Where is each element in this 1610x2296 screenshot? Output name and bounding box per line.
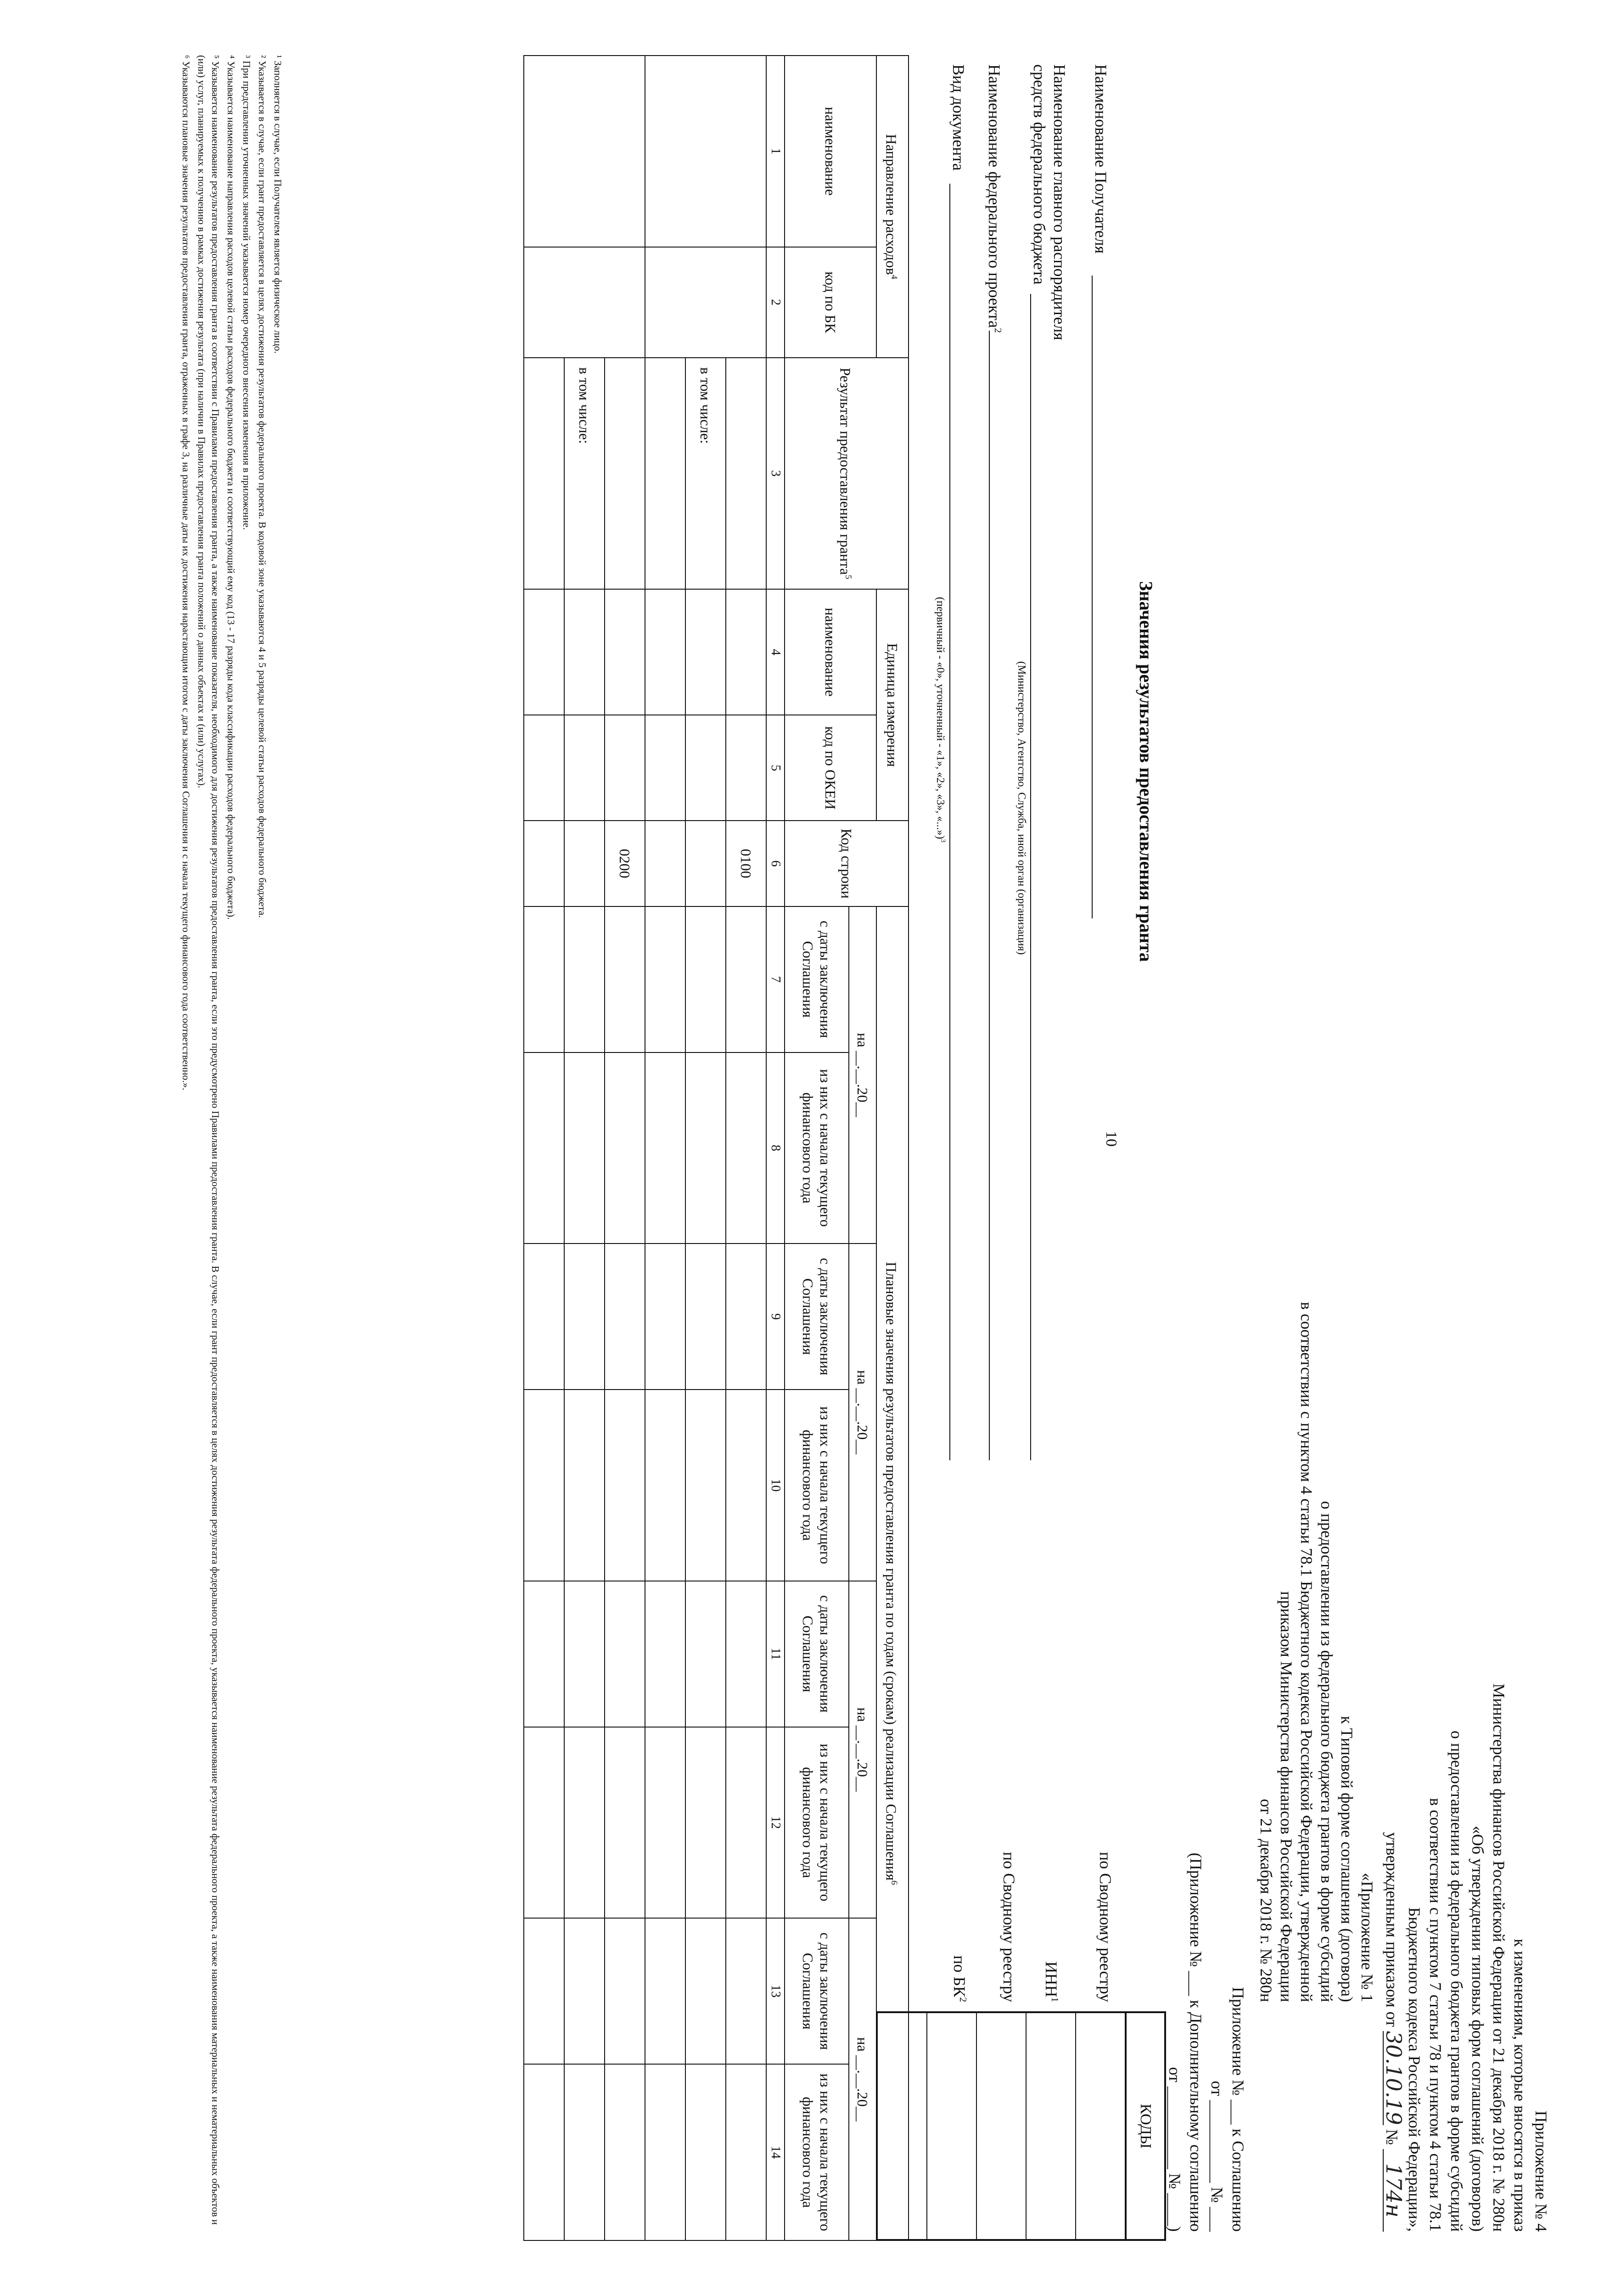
col-planned-text: Плановые значения результатов предоставления гранта по годам (срокам) реализации Соглашения (883, 1261, 900, 1881)
cell[interactable] (645, 906, 685, 1052)
cell-result[interactable] (726, 358, 766, 589)
header-line-4: о предоставлении из федерального бюджета грантов в форме субсидий (1447, 1730, 1466, 2232)
cell[interactable] (524, 1918, 564, 2064)
cell[interactable] (605, 1581, 645, 1727)
column-numbers-row (766, 56, 785, 2240)
cell[interactable] (685, 1052, 726, 1244)
col-from-date-3: с даты заключения Соглашения (785, 1581, 849, 1727)
cell[interactable] (685, 1581, 726, 1727)
code-cell-bk[interactable] (927, 2012, 976, 2240)
label-inn-text: ИНН (1042, 1961, 1060, 1998)
table-row (524, 56, 564, 2240)
cell[interactable] (605, 1727, 645, 1919)
colnum-1: 1 (766, 56, 785, 247)
table-row (605, 56, 645, 2240)
col-dir-code: код по БК (785, 247, 876, 358)
cell[interactable] (726, 715, 766, 821)
col-from-year-2: из них с начала текущего финансового года (785, 1390, 849, 1581)
gr-field[interactable] (1030, 294, 1031, 1460)
ministry-hint: (Министерство, Агентство, Служба, иной орган (организация) (1015, 661, 1027, 955)
col-unit: Единица измерения (876, 589, 909, 821)
cell[interactable] (524, 1390, 564, 1581)
rotated-form (46, 37, 1570, 2259)
cell[interactable] (605, 1918, 645, 2064)
footnotes (177, 55, 285, 2241)
sub-appendix-title: «Приложение № 1 (1358, 1873, 1376, 2002)
footnote-6: ⁶ Указываются плановые значения результатов предоставления гранта, отраженных в графе 3, на различные даты их достижения нарастающим итогом с даты заключения Соглашения и с начала текущего финансового года соответственно.». (180, 55, 192, 1091)
col-from-year-1: из них с начала текущего финансового года (785, 1052, 849, 1244)
cell-result[interactable] (645, 358, 685, 589)
col-from-date-2: с даты заключения Соглашения (785, 1244, 849, 1390)
label-bk-text: по БК (950, 1955, 969, 1998)
code-cell-svod1[interactable] (1076, 2012, 1126, 2240)
cell[interactable] (726, 589, 766, 715)
label-svod2: по Сводному реестру (1000, 1851, 1018, 2002)
cell[interactable] (685, 2064, 726, 2240)
cell[interactable] (645, 2064, 685, 2240)
col-from-date-4: с даты заключения Соглашения (785, 1918, 849, 2064)
cell[interactable] (524, 1244, 564, 1390)
page-title: Значения результатов предоставления гранта (1136, 581, 1156, 962)
cell-result[interactable] (605, 358, 645, 589)
cell-row-code: 0200 (605, 821, 645, 906)
add-agreement-date-line: от __________ № ____) (1166, 2067, 1184, 2232)
agreement-block (1164, 1853, 1249, 2232)
number-sign: № (1383, 2129, 1401, 2145)
doc-type-hint (934, 597, 947, 843)
cell[interactable] (685, 589, 726, 715)
col-from-date-1: с даты заключения Соглашения (785, 906, 849, 1052)
colnum-9: 9 (766, 1244, 785, 1390)
cell-row-code (685, 821, 726, 906)
cell[interactable] (645, 1581, 685, 1727)
add-agreement-line: (Приложение № ___ к Дополнительному соглашению (1187, 1852, 1205, 2232)
cell[interactable] (645, 1918, 685, 2064)
cell-row-code (524, 821, 564, 906)
col-result-sup: 5 (843, 574, 853, 580)
colnum-5: 5 (766, 715, 785, 821)
col-direction-text: Направление расходов (883, 134, 900, 275)
cell-row-code (564, 821, 605, 906)
cell[interactable] (524, 1052, 564, 1244)
cell[interactable] (605, 1244, 645, 1390)
cell[interactable] (726, 1581, 766, 1727)
label-svod1: по Сводному реестру (1096, 1851, 1115, 2002)
cell[interactable] (564, 1390, 605, 1581)
cell[interactable] (605, 589, 645, 715)
label-bk-sup: 2 (958, 1997, 969, 2002)
footnote-1: ¹ Заполняется в случае, если Получателем является физическое лицо. (272, 55, 284, 354)
cell-result[interactable] (524, 358, 564, 589)
footnote-2: ² Указывается в случае, если грант предоставляется в целях достижения результатов федерального проекта. В кодовой зоне указываются 4 и 5 разряды целевой статьи расходов федерального бюджета. (257, 55, 268, 918)
agreement-date-line: от __________ № ___ (1208, 2081, 1226, 2232)
cell[interactable] (726, 1390, 766, 1581)
colnum-6: 6 (766, 821, 785, 906)
sub-line-5: от 21 декабря 2018 г. № 280н (1257, 1799, 1275, 2002)
col-unit-name: наименование (785, 589, 876, 715)
col-from-year-4: из них с начала текущего финансового года (785, 2064, 849, 2240)
cell[interactable] (524, 1727, 564, 1919)
handwritten-number: 174н (1383, 2149, 1404, 2232)
cell[interactable] (605, 715, 645, 821)
cell-result[interactable]: в том числе: (564, 358, 605, 589)
label-inn-sup: 1 (1049, 1997, 1060, 2002)
sub-line-4: приказом Министерства финансов Российской Федерации (1277, 1591, 1296, 2002)
col-period-4: на __.__.20__ (849, 1918, 876, 2240)
table-row (685, 56, 726, 2240)
cell[interactable] (645, 715, 685, 821)
gr-label-2: средств федерального бюджета (1030, 64, 1049, 285)
sub-line-1: к Типовой форме соглашения (договора) (1338, 1716, 1356, 2002)
project-label (984, 64, 1008, 333)
col-direction-sup: 4 (889, 275, 899, 280)
doc-type-hint-sup: 3 (939, 839, 947, 843)
cell[interactable] (685, 1727, 726, 1919)
doc-type-hint-text: (первичный - «0», уточненный - «1», «2», «3», «...») (934, 597, 946, 839)
cell[interactable] (524, 2064, 564, 2240)
cell[interactable] (726, 2064, 766, 2240)
cell[interactable] (524, 589, 564, 715)
cell[interactable] (605, 1052, 645, 1244)
project-label-text: Наименование федерального проекта (985, 64, 1004, 328)
cell[interactable] (564, 2064, 605, 2240)
header-line-3: «Об утверждении типовых форм соглашений (договоров) (1469, 1825, 1487, 2232)
agreement-line: Приложение № ___ к Соглашению (1229, 1986, 1247, 2232)
colnum-12: 12 (766, 1727, 785, 1919)
header-line-1: к изменениям, которые вносятся в приказ (1511, 1938, 1529, 2232)
colnum-10: 10 (766, 1390, 785, 1581)
colnum-11: 11 (766, 1581, 785, 1727)
handwritten-date: 30.10.19 (1381, 2031, 1406, 2125)
cell[interactable] (685, 1918, 726, 2064)
cell[interactable] (726, 1727, 766, 1919)
col-unit-code: код по ОКЕИ (785, 715, 876, 821)
cell[interactable] (564, 1244, 605, 1390)
cell[interactable] (524, 715, 564, 821)
sub-line-3: в соответствии с пунктом 4 статьи 78.1 Бюджетного кодекса Российской Федерации, утвержденной (1297, 1301, 1316, 2002)
cell-dir-code-2[interactable] (524, 247, 645, 358)
codes-table (876, 2011, 1166, 2241)
header-line-2: Министерства финансов Российской Федерации от 21 декабря 2018 г. № 280н (1490, 1683, 1508, 2232)
col-result-text: Результат предоставления гранта (837, 367, 854, 575)
cell[interactable] (726, 906, 766, 1052)
page-number: 10 (1103, 1131, 1120, 1147)
results-table (523, 55, 909, 2241)
label-bk (949, 1955, 973, 2002)
approved-prefix: утвержденным приказом от (1383, 1832, 1401, 2027)
cell-result[interactable]: в том числе: (685, 358, 726, 589)
cell-dir-name-2[interactable] (524, 56, 645, 247)
cell-dir-code-1[interactable] (645, 247, 766, 358)
cell[interactable] (726, 1052, 766, 1244)
cell[interactable] (564, 1918, 605, 2064)
cell[interactable] (564, 715, 605, 821)
cell[interactable] (685, 906, 726, 1052)
table-row (726, 56, 766, 2240)
footnote-3: ³ При представлении уточненных значений указывается номер очередного внесения изменения в приложение. (241, 55, 252, 530)
project-label-sup: 2 (993, 328, 1004, 333)
appendix-header (1381, 1683, 1552, 2232)
codes-header: КОДЫ (1126, 2012, 1165, 2240)
col-row-code: Код строки (785, 821, 909, 906)
colnum-8: 8 (766, 1052, 785, 1244)
colnum-2: 2 (766, 247, 785, 358)
cell[interactable] (524, 906, 564, 1052)
col-period-3: на __.__.20__ (849, 1581, 876, 1919)
doc-type-label: Вид документа (949, 64, 968, 171)
cell[interactable] (564, 906, 605, 1052)
header-line-6: Бюджетного кодекса Российской Федерации», (1405, 1907, 1424, 2232)
cell[interactable] (564, 1581, 605, 1727)
col-from-year-3: из них с начала текущего финансового года (785, 1727, 849, 1919)
col-result (785, 358, 909, 589)
col-dir-name: наименование (785, 56, 876, 247)
cell-row-code: 0100 (726, 821, 766, 906)
cell[interactable] (645, 1244, 685, 1390)
cell[interactable] (605, 906, 645, 1052)
cell[interactable] (645, 1052, 685, 1244)
col-planned (876, 906, 909, 2240)
cell[interactable] (605, 1390, 645, 1581)
project-field[interactable] (989, 331, 990, 1460)
recipient-label: Наименование Получателя (1092, 64, 1110, 254)
code-cell-svod2[interactable] (976, 2012, 1026, 2240)
cell[interactable] (645, 1727, 685, 1919)
col-period-2: на __.__.20__ (849, 1244, 876, 1581)
sub-line-2: о предоставлении из федерального бюджета грантов в форме субсидий (1318, 1501, 1336, 2002)
recipient-field[interactable] (1092, 276, 1093, 918)
colnum-4: 4 (766, 589, 785, 715)
colnum-3: 3 (766, 358, 785, 589)
cell[interactable] (645, 1390, 685, 1581)
cell[interactable] (564, 1052, 605, 1244)
cell-row-code (645, 821, 685, 906)
label-inn (1041, 1961, 1065, 2002)
cell-dir-name-1[interactable] (645, 56, 766, 247)
code-cell-inn[interactable] (1026, 2012, 1076, 2240)
col-direction (876, 56, 909, 358)
appendix-title: Приложение № 4 (1532, 2110, 1550, 2232)
col-planned-sup: 6 (889, 1880, 899, 1885)
colnum-13: 13 (766, 1918, 785, 2064)
cell[interactable] (726, 1918, 766, 2064)
colnum-14: 14 (766, 2064, 785, 2240)
table-row (645, 56, 685, 2240)
header-line-5: в соответствии с пунктом 7 статьи 78 и пунктом 4 статьи 78.1 (1426, 1798, 1445, 2232)
cell[interactable] (726, 1244, 766, 1390)
doc-type-field[interactable] (949, 184, 950, 1460)
col-period-1: на __.__.20__ (849, 906, 876, 1244)
table-row (564, 56, 605, 2240)
cell[interactable] (685, 1390, 726, 1581)
footnote-5: ⁵ Указывается наименование результатов предоставления гранта в соответствии с Правилами предоставления гранта, а также наименование показателя, необходимого для достижения результатов предоставления гранта, если это предусмотрено Правилами предоставления гранта. В случае, если грант предоставляется в целях достижения результата федерального проекта, указывается наименование результата федерального проекта, а также наименования материальных и нематериальных объектов и (или) услуг, планируемых к получению в рамках достижения результата (при наличии в Правилах предоставления гранта положений о данных объектах и (или) услугах). (196, 55, 221, 2225)
colnum-7: 7 (766, 906, 785, 1052)
approved-line (1381, 1683, 1404, 2232)
cell[interactable] (524, 1581, 564, 1727)
cell[interactable] (564, 589, 605, 715)
cell[interactable] (564, 1727, 605, 1919)
cell[interactable] (605, 2064, 645, 2240)
cell[interactable] (645, 589, 685, 715)
footnote-4: ⁴ Указывается наименование направления расходов целевой статьи расходов федерального бюджета и соответствующий ему код (13 - 17 разряды кода классификации расходов федерального бюджета). (225, 55, 237, 920)
gr-label-1: Наименование главного распорядителя (1050, 64, 1069, 340)
cell[interactable] (685, 1244, 726, 1390)
cell[interactable] (685, 715, 726, 821)
sub-appendix-header (1256, 1302, 1377, 2002)
